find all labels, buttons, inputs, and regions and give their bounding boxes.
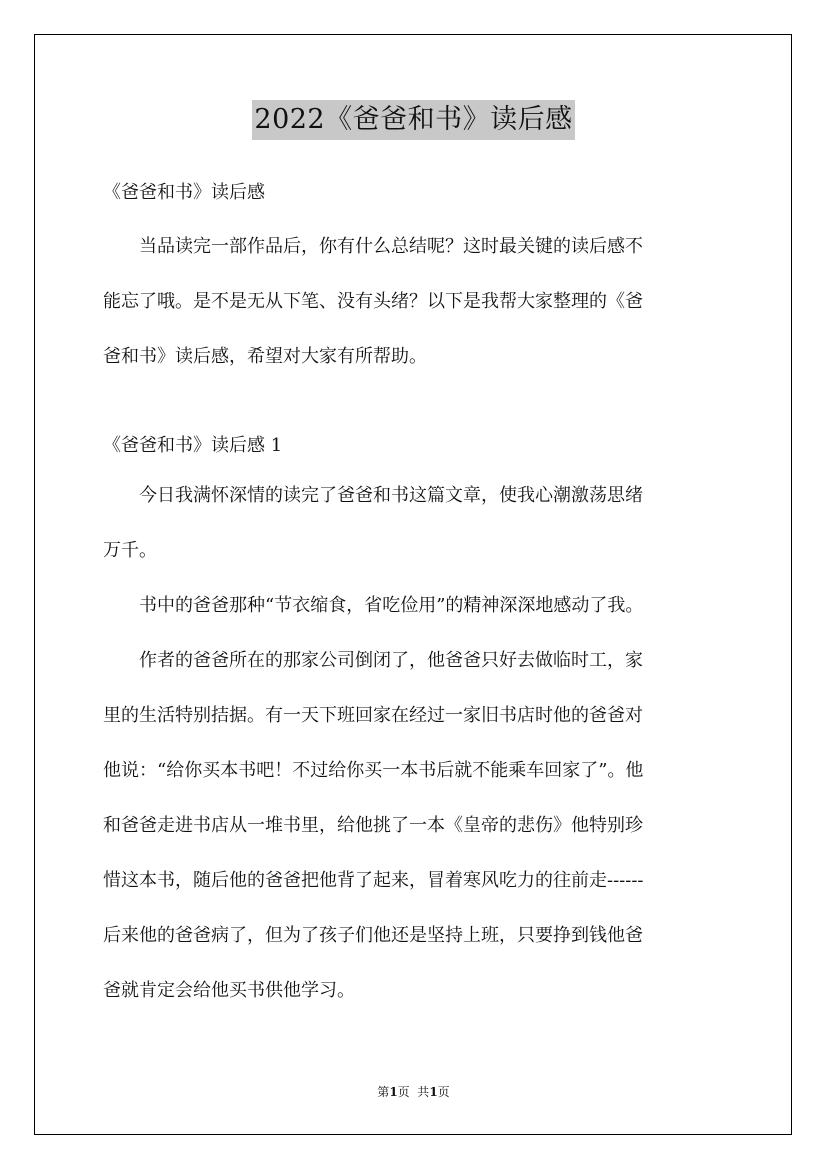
intro-heading: 《爸爸和书》读后感	[103, 182, 265, 203]
document-title: 2022《爸爸和书》读后感	[252, 100, 574, 140]
paragraph-line: 爸就肯定会给他买书供他学习。	[103, 980, 355, 1001]
document-body	[103, 175, 725, 1009]
paragraph-line: 今日我满怀深情的读完了爸爸和书这篇文章，使我心潮激荡思绪	[139, 485, 643, 506]
paragraph-line: 万千。	[103, 540, 157, 561]
title-container	[0, 100, 827, 140]
footer-mid: 页 共	[397, 1085, 430, 1099]
paragraph-line: 他说：“给你买本书吧！不过给你买一本书后就不能乘车回家了”。他	[103, 760, 644, 781]
paragraph-line: 作者的爸爸所在的那家公司倒闭了，他爸爸只好去做临时工，家	[139, 650, 643, 671]
page-footer	[0, 1083, 827, 1100]
body-paragraph	[103, 588, 725, 643]
paragraph-line: 爸和书》读后感，希望对大家有所帮助。	[103, 346, 427, 367]
paragraph-line: 后来他的爸爸病了，但为了孩子们他还是坚持上班，只要挣到钱他爸	[103, 925, 643, 946]
section-heading: 《爸爸和书》读后感 1	[103, 435, 283, 456]
page-number: 1	[389, 1085, 398, 1099]
paragraph-line: 书中的爸爸那种“节衣缩食，省吃俭用”的精神深深地感动了我。	[139, 595, 644, 616]
footer-prefix: 第	[377, 1085, 390, 1099]
body-paragraph	[103, 478, 725, 588]
body-paragraph	[103, 643, 725, 1009]
paragraph-line: 当品读完一部作品后，你有什么总结呢？这时最关键的读后感不	[139, 236, 643, 257]
footer-suffix: 页	[437, 1085, 450, 1099]
total-pages: 1	[429, 1085, 438, 1099]
paragraph-line: 惜这本书，随后他的爸爸把他背了起来，冒着寒风吃力的往前走------	[103, 870, 644, 891]
paragraph-line: 能忘了哦。是不是无从下笔、没有头绪？以下是我帮大家整理的《爸	[103, 291, 643, 312]
intro-paragraph	[103, 229, 725, 375]
paragraph-line: 里的生活特别拮据。有一天下班回家在经过一家旧书店时他的爸爸对	[103, 705, 643, 726]
paragraph-line: 和爸爸走进书店从一堆书里，给他挑了一本《皇帝的悲伤》他特别珍	[103, 815, 643, 836]
